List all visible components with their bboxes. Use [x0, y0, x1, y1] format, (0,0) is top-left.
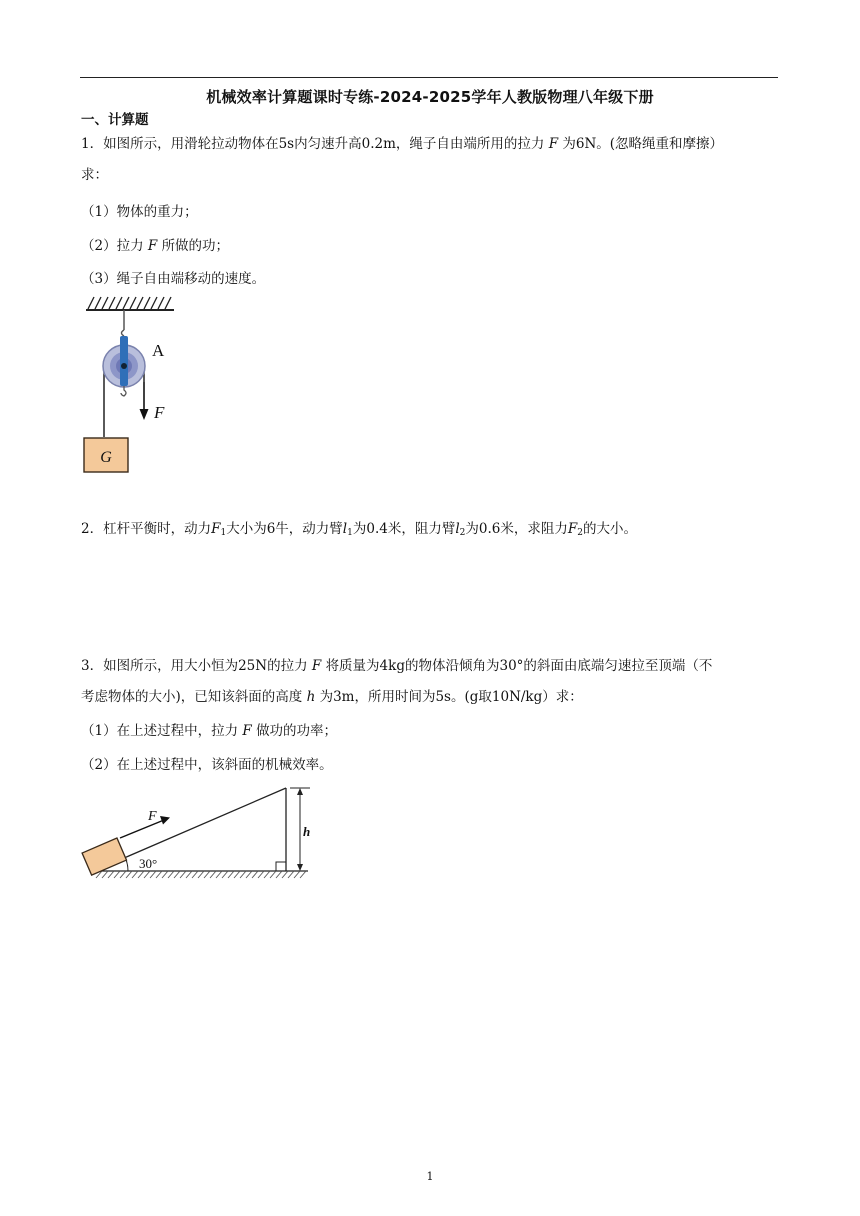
q2-text-a: 2．杠杆平衡时，动力 — [81, 521, 212, 537]
top-hook — [122, 330, 125, 336]
incline-force-shaft — [120, 820, 164, 838]
q1-sub2-force: F — [147, 238, 158, 254]
q1-text-a: 1．如图所示，用滑轮拉动物体在5s内匀速升高0.2m，绳子自由端所用的拉力 — [81, 136, 545, 152]
q3-text-b: 将质量为4kg的物体沿倾角为30°的斜面由底端匀速拉至顶端（不 — [325, 658, 713, 674]
ground-hatch — [96, 871, 306, 878]
q2-f2: F — [567, 521, 578, 537]
angle-label: 30° — [139, 856, 158, 871]
q2-f2-sub: 2 — [577, 528, 583, 538]
q2-l1: l — [342, 521, 348, 537]
height-arrow-top — [297, 788, 303, 795]
force-label: F — [154, 403, 165, 422]
q3-sub1 — [81, 722, 337, 740]
q1-force-symbol: F — [548, 136, 559, 152]
q1-sub3: （3）绳子自由端移动的速度。 — [81, 271, 266, 287]
pulley-figure — [82, 294, 192, 476]
q1-sub2-b: 所做的功； — [161, 238, 230, 254]
q2-l2-sub: 2 — [459, 528, 466, 538]
page-title: 机械效率计算题课时专练-2024-2025学年人教版物理八年级下册 — [206, 88, 654, 106]
q3-text-a: 3．如图所示，用大小恒为25N的拉力 — [81, 658, 308, 674]
q3-line2-a: 考虑物体的大小)，已知该斜面的高度 — [81, 689, 303, 705]
weight-label: G — [100, 449, 112, 466]
force-arrow-head — [140, 409, 149, 420]
height-label: h — [303, 824, 311, 839]
q2-f1: F — [211, 521, 221, 537]
header-rule — [80, 77, 778, 78]
q2-f1-sub: 1 — [220, 528, 227, 538]
q1-sub2-a: （2）拉力 — [81, 238, 144, 254]
q2-text-e: 的大小。 — [583, 521, 637, 537]
q3-force-symbol: F — [311, 658, 322, 674]
q2-l1-sub: 1 — [347, 528, 353, 538]
q3-sub1-a: （1）在上述过程中，拉力 — [81, 723, 239, 739]
q1-sub1: （1）物体的重力； — [81, 204, 198, 220]
q2-line — [81, 520, 637, 542]
page-number: 1 — [426, 1170, 434, 1183]
q3-sub2: （2）在上述过程中，该斜面的机械效率。 — [81, 757, 333, 773]
q3-line1 — [81, 657, 712, 675]
q2-text-c: 为0.4米，阻力臂 — [352, 521, 456, 537]
q1-line1 — [81, 135, 723, 153]
q1-line2: 求： — [81, 167, 108, 183]
q3-line2 — [81, 688, 583, 706]
incline-force-label: F — [148, 809, 157, 824]
block-on-incline — [82, 838, 126, 875]
q2-text-d: 为0.6米，求阻力 — [465, 521, 568, 537]
q3-sub1-b: 做功的功率； — [256, 723, 338, 739]
ceiling-hatch — [88, 297, 171, 309]
incline-force-head — [160, 816, 170, 825]
pulley-frame — [120, 336, 128, 386]
q1-text-b: 为6N。(忽略绳重和摩擦） — [562, 136, 724, 152]
q3-height-symbol: h — [306, 689, 316, 705]
q3-line2-b: 为3m，所用时间为5s。(g取10N/kg）求： — [319, 689, 583, 705]
q1-sub2 — [81, 237, 229, 255]
right-angle-mark — [276, 862, 286, 871]
q3-sub1-force: F — [242, 723, 252, 739]
incline-figure — [80, 782, 316, 886]
q2-text-b: 大小为6牛，动力臂 — [226, 521, 343, 537]
q2-l2: l — [455, 521, 460, 537]
pulley-axle — [121, 363, 127, 369]
block-group — [82, 838, 126, 875]
pulley-label-a: A — [152, 341, 165, 360]
height-arrow-bottom — [297, 864, 303, 871]
section-heading: 一、计算题 — [81, 112, 149, 128]
